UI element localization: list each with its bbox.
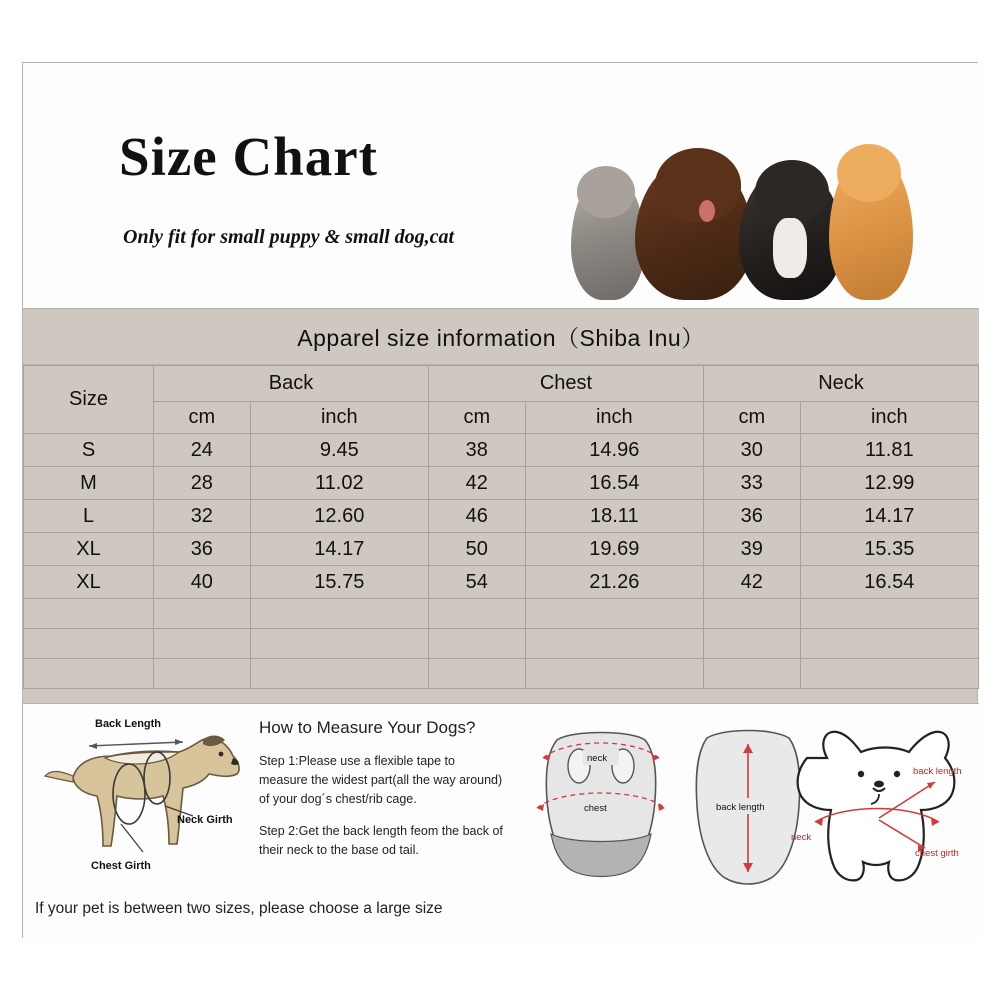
cell-chest-cm: 50 — [428, 533, 525, 566]
cell-back-cm: 36 — [154, 533, 251, 566]
cell-neck-cm: 30 — [703, 434, 800, 467]
header-neck: Neck — [703, 366, 978, 402]
black-puppy-image — [739, 166, 843, 300]
cell-neck-cm: 39 — [703, 533, 800, 566]
dog-back-length-label: back length — [913, 766, 962, 777]
cell-back-cm: 32 — [154, 500, 251, 533]
dog-chest-girth-label: chest girth — [915, 848, 959, 859]
size-table — [23, 365, 979, 689]
grey-kitten-image — [571, 172, 645, 300]
chart-sheet — [22, 62, 978, 938]
unit-neck-cm: cm — [703, 402, 800, 434]
apparel-info-label: Apparel size information（Shiba Inu） — [297, 325, 705, 351]
brown-puppy-image — [635, 158, 753, 300]
header-block — [23, 63, 979, 309]
pets-photo — [543, 121, 943, 306]
cell-size: S — [24, 434, 154, 467]
cell-back-inch: 12.60 — [250, 500, 428, 533]
dog-line-drawing — [775, 718, 971, 899]
dog-neck-label: neck — [791, 832, 812, 843]
unit-back-cm: cm — [154, 402, 251, 434]
orange-kitten-image — [829, 152, 913, 300]
vest-chest-label: chest — [584, 803, 607, 814]
table-group-header-row — [24, 366, 979, 402]
cell-size: XL — [24, 533, 154, 566]
cell-neck-cm: 33 — [703, 467, 800, 500]
header-back: Back — [154, 366, 429, 402]
cell-size: XL — [24, 566, 154, 599]
measure-section — [23, 703, 979, 939]
cell-back-cm: 40 — [154, 566, 251, 599]
table-row-blank — [24, 659, 979, 689]
dog-side-illustration — [33, 712, 257, 888]
apparel-info-bar — [23, 309, 979, 365]
label-neck-girth: Neck Girth — [177, 814, 233, 826]
cell-neck-cm: 42 — [703, 566, 800, 599]
label-back-length: Back Length — [95, 718, 162, 730]
cell-back-cm: 24 — [154, 434, 251, 467]
cell-chest-inch: 14.96 — [525, 434, 703, 467]
cell-neck-inch: 15.35 — [800, 533, 978, 566]
cell-neck-cm: 36 — [703, 500, 800, 533]
cell-chest-cm: 42 — [428, 467, 525, 500]
unit-chest-cm: cm — [428, 402, 525, 434]
measure-note: If your pet is between two sizes, please choose a large size — [35, 900, 443, 917]
cell-back-cm: 28 — [154, 467, 251, 500]
label-chest-girth: Chest Girth — [91, 860, 151, 872]
unit-chest-inch: inch — [525, 402, 703, 434]
cell-back-inch: 9.45 — [250, 434, 428, 467]
cell-neck-inch: 12.99 — [800, 467, 978, 500]
table-row-blank — [24, 629, 979, 659]
cell-chest-cm: 54 — [428, 566, 525, 599]
cell-chest-inch: 18.11 — [525, 500, 703, 533]
cell-size: M — [24, 467, 154, 500]
cell-neck-inch: 11.81 — [800, 434, 978, 467]
header-chest: Chest — [428, 366, 703, 402]
cell-chest-inch: 19.69 — [525, 533, 703, 566]
measure-title: How to Measure Your Dogs? — [259, 718, 476, 737]
unit-neck-inch: inch — [800, 402, 978, 434]
unit-back-inch: inch — [250, 402, 428, 434]
cell-back-inch: 14.17 — [250, 533, 428, 566]
table-row-blank — [24, 599, 979, 629]
measure-step-1: Step 1:Please use a flexible tape to measure the widest part(all the way around) of your dog´s chest/rib cage. — [259, 754, 503, 806]
cell-neck-inch: 14.17 — [800, 500, 978, 533]
cell-chest-inch: 16.54 — [525, 467, 703, 500]
table-row — [24, 566, 979, 599]
cell-back-inch: 11.02 — [250, 467, 428, 500]
table-row — [24, 467, 979, 500]
vest-front-diagram — [527, 722, 675, 882]
table-unit-header-row — [24, 402, 979, 434]
page-title: Size Chart — [119, 126, 378, 187]
measure-step-2: Step 2:Get the back length feom the back of their neck to the base od tail. — [259, 824, 503, 857]
cell-chest-inch: 21.26 — [525, 566, 703, 599]
cell-chest-cm: 38 — [428, 434, 525, 467]
table-row — [24, 434, 979, 467]
page-subtitle: Only fit for small puppy & small dog,cat — [123, 226, 455, 248]
header-size: Size — [24, 366, 154, 434]
cell-back-inch: 15.75 — [250, 566, 428, 599]
vest-back-length-label: back length — [716, 802, 765, 813]
cell-chest-cm: 46 — [428, 500, 525, 533]
table-row — [24, 500, 979, 533]
table-row — [24, 533, 979, 566]
cell-size: L — [24, 500, 154, 533]
cell-neck-inch: 16.54 — [800, 566, 978, 599]
vest-neck-label: neck — [587, 753, 608, 764]
